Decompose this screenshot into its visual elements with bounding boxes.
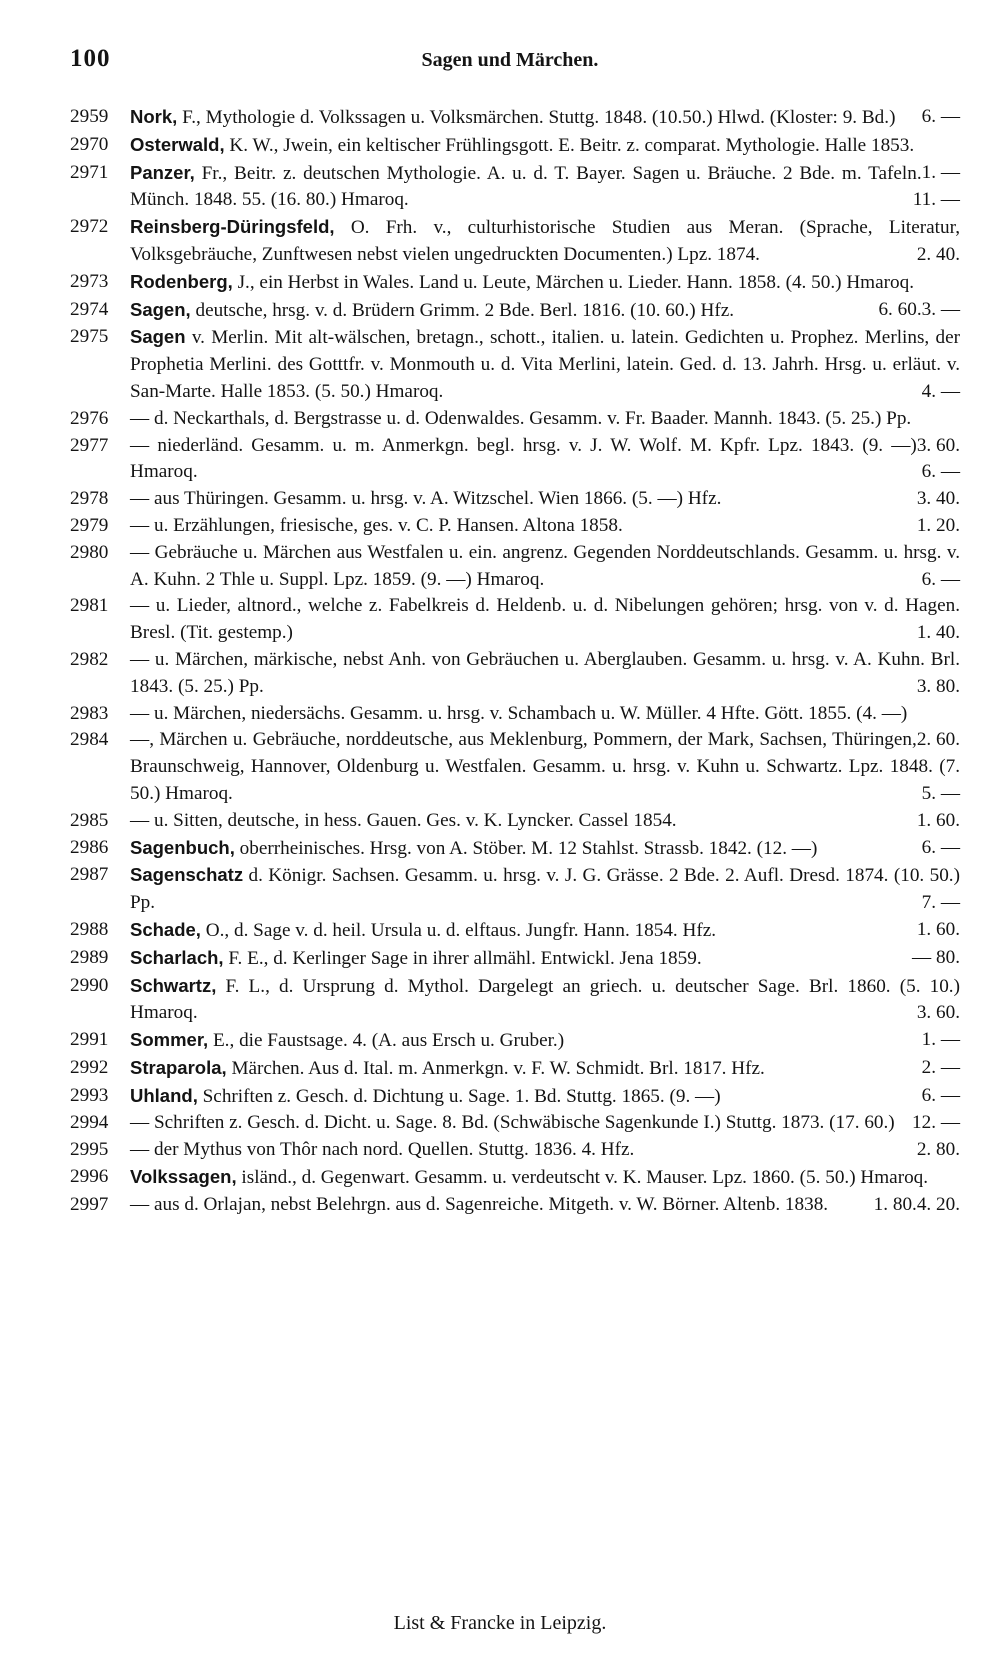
page-number: 100 xyxy=(70,45,111,72)
entry-author: Volkssagen, xyxy=(130,1166,237,1188)
entry-author: Schwartz, xyxy=(130,974,217,996)
entry-price: 1. 40. xyxy=(916,622,960,644)
entry-number: 2974 xyxy=(70,298,109,320)
entry-price: 12. — xyxy=(912,1112,960,1134)
entry-number: 2977 xyxy=(70,434,109,456)
entry-price: 5. — xyxy=(921,782,960,804)
entry-author: Uhland, xyxy=(130,1084,198,1106)
entry-price: 6. 60. xyxy=(878,298,922,320)
entry-price: 1. 80. xyxy=(873,1193,917,1215)
entry-text: d. Königr. Sachsen. Gesamm. u. hrsg. v. J. G. Grässe. 2 Bde. 2. Aufl. Dresd. 1874. (10. 50.) Pp. xyxy=(130,865,960,914)
catalog-entry xyxy=(70,1027,960,1055)
entry-text: Schriften z. Gesch. d. Dichtung u. Sage. 1. Bd. Stuttg. 1865. (9. —) xyxy=(202,1085,721,1107)
entry-number: 2972 xyxy=(70,216,109,238)
publisher-footer: List & Francke in Leipzig. xyxy=(393,1612,607,1634)
entry-number: 2992 xyxy=(70,1056,109,1078)
entry-number: 2996 xyxy=(70,1166,109,1188)
entry-number: 2973 xyxy=(70,270,109,292)
entry-author: Sagenschatz xyxy=(130,864,244,886)
entry-price: 6. — xyxy=(921,568,960,590)
entry-text: —, Märchen u. Gebräuche, norddeutsche, aus Meklenburg, Pommern, der Mark, Sachsen, Thüringen, Braunschweig, Hannover, Oldenburg u. Westfalen. Gesamm. u. hrsg. v. Kuhn u. Schwartz. Lpz. 1848. (7. 50.) Hmaroq. xyxy=(130,729,960,804)
page-header xyxy=(70,45,950,85)
catalog-entry xyxy=(70,593,960,647)
entry-text: — u. Lieder, altnord., welche z. Fabelkreis d. Heldenb. u. d. Nibelungen gehören; hrsg. von v. d. Hagen. Bresl. (Tit. gestemp.) xyxy=(130,595,960,644)
entry-number: 2993 xyxy=(70,1084,109,1106)
catalog-entry xyxy=(70,1055,960,1083)
catalog-entry xyxy=(70,808,960,835)
entry-author: Scharlach, xyxy=(130,946,224,968)
catalog-entry xyxy=(70,862,960,917)
entry-text: F. E., d. Kerlinger Sage in ihrer allmähl. Entwickl. Jena 1859. xyxy=(228,947,702,969)
entry-text: isländ., d. Gegenwart. Gesamm. u. verdeutscht v. K. Mauser. Lpz. 1860. (5. 50.) Hmaroq. xyxy=(241,1167,929,1189)
entry-number: 2978 xyxy=(70,488,109,510)
entry-price: 6. — xyxy=(921,1084,960,1106)
entry-price: 1. 60. xyxy=(916,809,960,831)
entry-number: 2981 xyxy=(70,595,109,617)
entry-number: 2995 xyxy=(70,1139,109,1161)
entry-price: 2. — xyxy=(921,1056,960,1078)
entry-price: 7. — xyxy=(921,892,960,914)
entry-number: 2986 xyxy=(70,836,109,858)
entry-author: Sagen, xyxy=(130,298,191,320)
entry-text: — u. Märchen, niedersächs. Gesamm. u. hrsg. v. Schambach u. W. Müller. 4 Hfte. Gött. 1855. (4. —) xyxy=(130,702,908,724)
entry-text: — u. Sitten, deutsche, in hess. Gauen. Ges. v. K. Lyncker. Cassel 1854. xyxy=(130,809,677,831)
running-title: Sagen und Märchen. xyxy=(421,49,599,71)
entry-price: 1. — xyxy=(921,1029,960,1051)
entry-author: Straparola, xyxy=(130,1056,227,1078)
catalog-entry xyxy=(70,160,960,215)
entry-price: 3. 60. xyxy=(916,1002,960,1024)
entry-price: 6. — xyxy=(921,461,960,483)
entry-number: 2976 xyxy=(70,407,109,429)
catalog-entry xyxy=(70,727,960,807)
entry-text: — niederländ. Gesamm. u. m. Anmerkgn. begl. hrsg. v. J. W. Wolf. M. Kpfr. Lpz. 1843. (9. —) Hmaroq. xyxy=(130,434,917,483)
entry-number: 2983 xyxy=(70,702,109,724)
entry-price: 11. — xyxy=(912,189,960,211)
catalog-entry xyxy=(70,1192,960,1219)
entry-text: — Schriften z. Gesch. d. Dicht. u. Sage. 8. Bd. (Schwäbische Sagenkunde I.) Stuttg. 1873. (17. 60.) xyxy=(130,1112,895,1134)
entry-number: 2971 xyxy=(70,161,109,183)
entry-author: Rodenberg, xyxy=(130,270,233,292)
entry-text: O., d. Sage v. d. heil. Ursula u. d. elftaus. Jungfr. Hann. 1854. Hfz. xyxy=(205,919,717,941)
entry-author: Sagen xyxy=(130,326,186,348)
catalog-entry xyxy=(70,1083,960,1111)
entry-text: — d. Neckarthals, d. Bergstrasse u. d. Odenwaldes. Gesamm. v. Fr. Baader. Mannh. 1843. (5. 25.) Pp. xyxy=(130,407,912,429)
entry-number: 2970 xyxy=(70,133,109,155)
entry-price: 2. 60. xyxy=(916,729,960,751)
catalog-entry xyxy=(70,433,960,487)
entry-price: 1. — xyxy=(921,161,960,183)
entry-price: 6. — xyxy=(921,836,960,858)
entry-number: 2997 xyxy=(70,1193,109,1215)
entry-author: Panzer, xyxy=(130,161,195,183)
catalog-entry xyxy=(70,486,960,513)
entry-text: K. W., Jwein, ein keltischer Frühlingsgott. E. Beitr. z. comparat. Mythologie. Halle 1853. xyxy=(229,134,915,156)
entry-price: 4. 20. xyxy=(916,1193,960,1215)
entry-price: 3. 60. xyxy=(916,434,960,456)
entry-price: 3. 80. xyxy=(916,675,960,697)
entry-text: F. L., d. Ursprung d. Mythol. Dargelegt an griech. u. deutscher Sage. Brl. 1860. (5. 10.) Hmaroq. xyxy=(130,975,960,1024)
entry-price: 6. — xyxy=(921,106,960,127)
entry-price: 1. 20. xyxy=(916,514,960,536)
entry-author: Schade, xyxy=(130,918,201,940)
entry-text: oberrheinisches. Hrsg. von A. Stöber. M. 12 Stahlst. Strassb. 1842. (12. —) xyxy=(239,837,818,859)
entry-price: 2. 80. xyxy=(916,1139,960,1161)
entry-number: 2989 xyxy=(70,946,109,968)
entry-price: 3. — xyxy=(921,298,960,320)
entry-number: 2990 xyxy=(70,974,109,996)
entry-text: v. Merlin. Mit alt-wälschen, bretagn., schott., italien. u. latein. Gedichten u. Prophez. Merlins, der Prophetia Merlini. des Gotttfr. v. Monmouth u. d. Vita Merlini, latein. Ged. d. 13. Jahrh. Hrsg. u. erläut. v. San-Marte. Halle 1853. (5. 50.) Hmaroq. xyxy=(130,327,960,402)
catalog-entry xyxy=(70,513,960,540)
entry-text: F., Mythologie d. Volkssagen u. Volksmärchen. Stuttg. 1848. (10.50.) Hlwd. (Kloster: 9. Bd.) xyxy=(182,107,896,128)
entry-number: 2988 xyxy=(70,918,109,940)
entry-author: Osterwald, xyxy=(130,133,225,155)
catalog-entry xyxy=(70,647,960,701)
catalog-entry xyxy=(70,297,960,325)
entry-price: — 80. xyxy=(912,946,960,968)
entry-price: 2. 40. xyxy=(916,243,960,265)
entry-text: J., ein Herbst in Wales. Land u. Leute, Märchen u. Lieder. Hann. 1858. (4. 50.) Hmaroq. xyxy=(237,271,914,293)
catalog-entry xyxy=(70,540,960,594)
entry-text: O. Frh. v., culturhistorische Studien aus Meran. (Sprache, Literatur, Volksgebräuche, Zunftwesen nebst vielen ungedruckten Documenten.) Lpz. 1874. xyxy=(130,217,960,265)
entry-price: 3. 40. xyxy=(916,488,960,510)
entry-author: Sagenbuch, xyxy=(130,836,235,858)
catalog-entry xyxy=(70,214,960,269)
catalog-entry xyxy=(70,1137,960,1164)
entry-number: 2991 xyxy=(70,1029,109,1051)
entry-text: Märchen. Aus d. Ital. m. Anmerkgn. v. F. W. Schmidt. Brl. 1817. Hfz. xyxy=(231,1057,765,1079)
entry-author: Reinsberg-Düringsfeld, xyxy=(130,216,335,238)
entry-price: 4. — xyxy=(921,380,960,402)
catalog-entry-list xyxy=(70,104,960,1219)
entry-text: — u. Märchen, märkische, nebst Anh. von Gebräuchen u. Aberglauben. Gesamm. u. hrsg. v. A. Kuhn. Brl. 1843. (5. 25.) Pp. xyxy=(130,648,960,697)
entry-text: — der Mythus von Thôr nach nord. Quellen. Stuttg. 1836. 4. Hfz. xyxy=(130,1139,635,1161)
entry-number: 2980 xyxy=(70,541,109,563)
entry-text: — Gebräuche u. Märchen aus Westfalen u. ein. angrenz. Gegenden Norddeutschlands. Gesamm. u. hrsg. v. A. Kuhn. 2 Thle u. Suppl. Lpz. 1859. (9. —) Hmaroq. xyxy=(130,541,960,590)
entry-number: 2994 xyxy=(70,1112,109,1134)
catalog-entry xyxy=(70,324,960,405)
entry-text: deutsche, hrsg. v. d. Brüdern Grimm. 2 Bde. Berl. 1816. (10. 60.) Hfz. xyxy=(195,299,735,321)
entry-number: 2982 xyxy=(70,648,109,670)
entry-text: — aus Thüringen. Gesamm. u. hrsg. v. A. Witzschel. Wien 1866. (5. —) Hfz. xyxy=(130,488,722,510)
catalog-entry xyxy=(70,973,960,1028)
catalog-entry xyxy=(70,104,960,132)
entry-price: 1. 60. xyxy=(916,918,960,940)
entry-number: 2975 xyxy=(70,326,109,348)
entry-number: 2985 xyxy=(70,809,109,831)
catalog-entry xyxy=(70,1110,960,1137)
entry-author: Nork, xyxy=(130,106,178,127)
entry-author: Sommer, xyxy=(130,1029,209,1051)
entry-number: 2987 xyxy=(70,864,109,886)
entry-number: 2984 xyxy=(70,729,109,751)
entry-text: — u. Erzählungen, friesische, ges. v. C. P. Hansen. Altona 1858. xyxy=(130,514,623,536)
catalog-entry xyxy=(70,917,960,945)
entry-number: 2959 xyxy=(70,106,109,127)
entry-text: Fr., Beitr. z. deutschen Mythologie. A. u. d. T. Bayer. Sagen u. Bräuche. 2 Bde. m. Tafeln. Münch. 1848. 55. (16. 80.) Hmaroq. xyxy=(130,162,922,211)
catalog-entry xyxy=(70,945,960,973)
entry-text: — aus d. Orlajan, nebst Belehrgn. aus d. Sagenreiche. Mitgeth. v. W. Börner. Altenb. 1838. xyxy=(130,1193,829,1215)
entry-text: E., die Faustsage. 4. (A. aus Ersch u. Gruber.) xyxy=(212,1030,565,1052)
catalog-entry xyxy=(70,835,960,863)
entry-number: 2979 xyxy=(70,514,109,536)
